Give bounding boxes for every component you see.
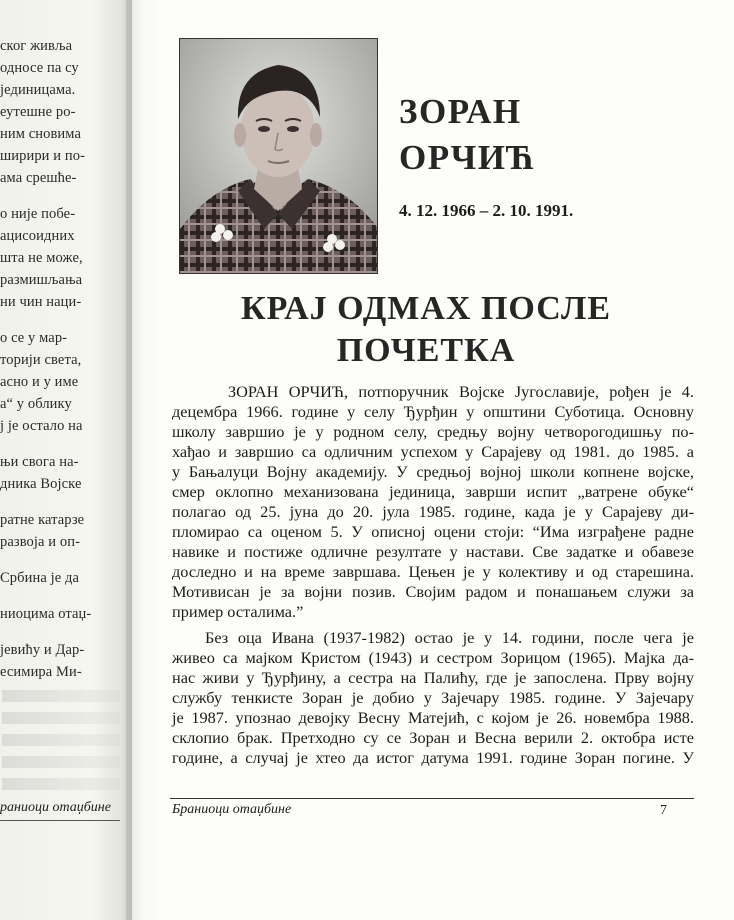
- left-page-line: ниоцима отаџ-: [0, 606, 92, 622]
- body-text-line: школу завршио је у родном селу, средњу војну четворогодишњу по-: [172, 422, 694, 441]
- person-last-name: ОРЧИЋ: [399, 138, 537, 177]
- show-through-text: [2, 712, 120, 724]
- body-text-line: године, а случај је хтео да истог датума 1991. године Зоран погине. У: [172, 748, 694, 767]
- left-page-line: развоја и оп-: [0, 534, 81, 550]
- left-page-line: њи свога на-: [0, 454, 79, 470]
- body-text-line: доследно и на време завршава. Цењен је у колективу и од старешина.: [172, 562, 694, 581]
- body-text-line: службу тенкисте Зоран је добио у Зајечару 1985. године. У Зајечару: [172, 688, 694, 707]
- body-text-line: смер оклопно механизована јединица, заврши испит „ватрене обуке“: [172, 482, 694, 501]
- body-text-line: Без оца Ивана (1937-1982) остао је у 14. години, после чега је: [205, 628, 694, 647]
- left-page-line: ширири и по-: [0, 148, 85, 164]
- body-text-line: у Бањалуци Војну академију. У средњој војној школи копнене војске,: [172, 462, 694, 481]
- left-page-line: размишљања: [0, 272, 83, 288]
- portrait-illustration: [180, 39, 377, 273]
- left-page-line: торији света,: [0, 352, 82, 368]
- body-text-line: нас живи у Ђурђину, а сестра на Палићу, где је запослена. Прву војну: [172, 668, 694, 687]
- show-through-text: [2, 778, 120, 790]
- body-text-line: навике и постиже одличне резултате у настави. Све задатке и обавезе: [172, 542, 694, 561]
- body-text-line: полагао од 25. јуна до 20. јула 1985. године, када је у Сарајеву ди-: [172, 502, 694, 521]
- left-page-line: ратне катарзе: [0, 512, 85, 528]
- left-page-line: о се у мар-: [0, 330, 68, 346]
- chapter-title-line-1: КРАЈ ОДМАХ ПОСЛЕ: [241, 290, 611, 327]
- footer-rule: [170, 798, 694, 799]
- left-page-line: ним сновима: [0, 126, 81, 142]
- book-gutter-shadow: [126, 0, 166, 920]
- left-page-line: ј је остало на: [0, 418, 83, 434]
- left-page-line: јединицама.: [0, 82, 76, 98]
- body-text-line: ЗОРАН ОРЧИЋ, потпоручник Војске Југославије, рођен је 4.: [228, 382, 694, 401]
- body-text-line: је 1987. упознао девојку Весну Матејић, с којом је 26. новембра 1988.: [172, 708, 694, 727]
- left-page-line: асно и у име: [0, 374, 79, 390]
- left-page-line: ни чин наци-: [0, 294, 82, 310]
- show-through-text: [2, 756, 120, 768]
- left-page-line: дника Војске: [0, 476, 82, 492]
- left-page-line: а“ у облику: [0, 396, 72, 412]
- body-text-line: пломирао са оценом 5. У описној оцени стоји: “Има изграђене радне: [172, 522, 694, 541]
- body-text-line: хађао и завршио са одличним успехом у Сарајеву од 1981. до 1985. а: [172, 442, 694, 461]
- left-page-line: Србина је да: [0, 570, 79, 586]
- show-through-text: [2, 690, 120, 702]
- chapter-title-line-2: ПОЧЕТКА: [336, 332, 516, 369]
- body-text-line: децембра 1966. године у селу Ђурђин у општини Суботица. Основну: [172, 402, 694, 421]
- body-text-line: пример осталима.”: [172, 602, 304, 621]
- left-page-line: ама срешће-: [0, 170, 77, 186]
- left-page-line: односе па су: [0, 60, 79, 76]
- left-page-line: шта не може,: [0, 250, 83, 266]
- portrait-photo: [179, 38, 378, 274]
- left-page-footer: раниоци отаџбине: [0, 800, 111, 815]
- left-page-line: ацисоидних: [0, 228, 75, 244]
- show-through-text: [2, 734, 120, 746]
- left-page: [0, 0, 132, 920]
- body-text-line: живео са мајком Кристом (1943) и сестром Зорицом (1965). Мајка да-: [172, 648, 694, 667]
- body-text-line: Мотивисан је за војни позив. Својим радом и понашањем служи за: [172, 582, 694, 601]
- body-text-line: склопио брак. Претходно су се Зоран и Весна верили 2. октобра исте: [172, 728, 694, 747]
- left-page-line: о није побе-: [0, 206, 76, 222]
- running-footer-title: Браниоци отаџбине: [172, 802, 292, 817]
- life-dates: 4. 12. 1966 – 2. 10. 1991.: [399, 201, 574, 220]
- person-first-name: ЗОРАН: [399, 92, 522, 131]
- left-page-footer-rule: [0, 820, 120, 821]
- left-page-line: есимира Ми-: [0, 664, 82, 680]
- page-number: 7: [660, 803, 667, 818]
- left-page-line: јевићу и Дар-: [0, 642, 85, 658]
- left-page-line: ског живља: [0, 38, 73, 54]
- left-page-line: еутешне ро-: [0, 104, 76, 120]
